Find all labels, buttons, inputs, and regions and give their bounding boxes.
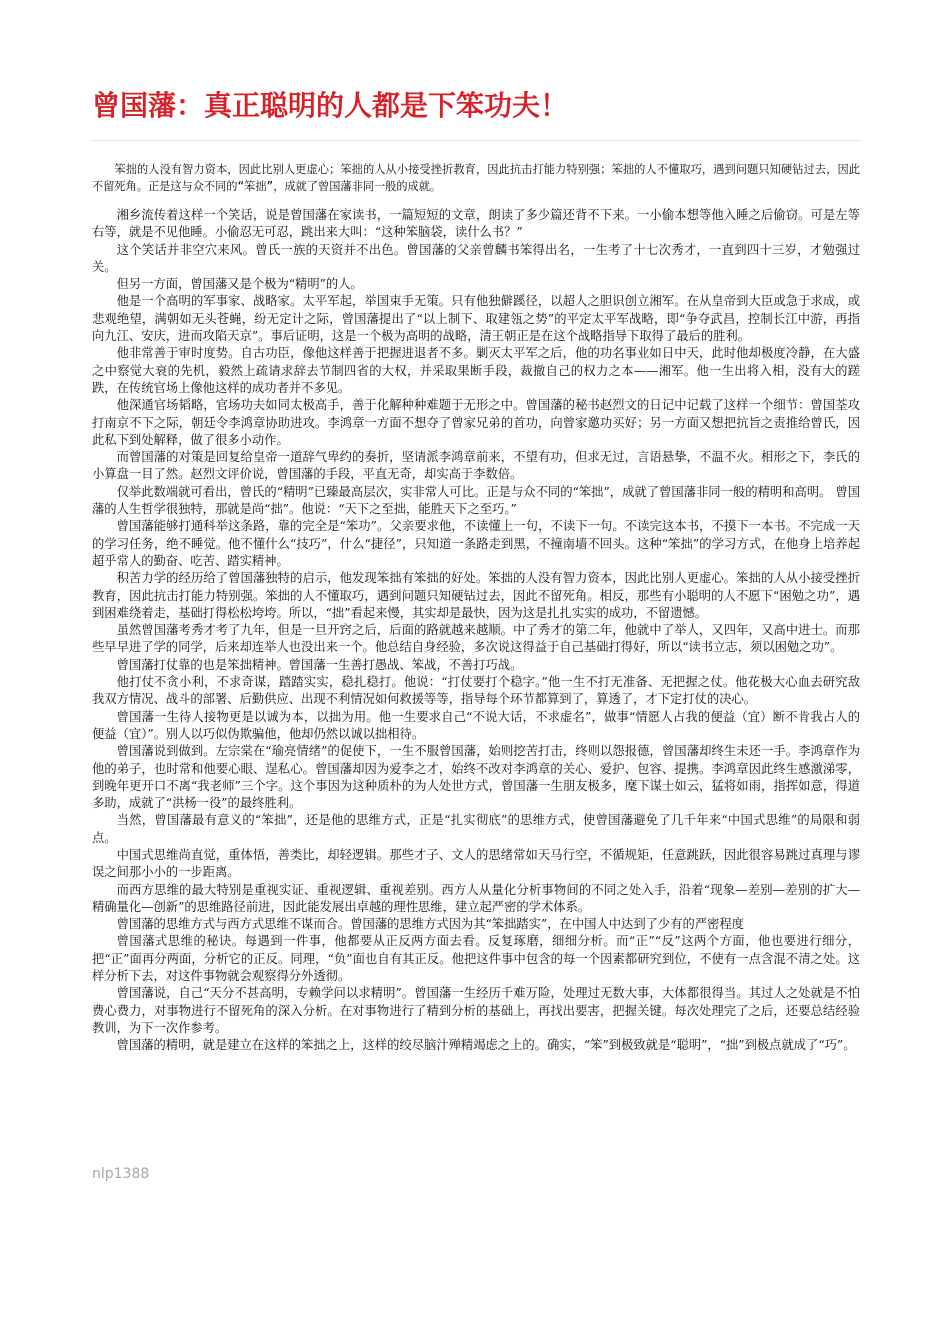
body-paragraph: 曾国藩一生待人接物更是以诚为本，以拙为用。他一生要求自己“不说大话，不求虚名”，做事“情愿人占我的便益（宜）断不肯我占人的便益（宜）”。别人以巧似伪欺骗他，他却仍然以诚以拙相待。 bbox=[92, 709, 860, 741]
body-paragraph: 他是一个高明的军事家、战略家。太平军起，举国束手无策。只有他独僻蹊径，以超人之胆识创立湘军。在从皇帝到大臣或急于求成，或悲观绝望，满朝如无头苍蝇，纷无定计之际，曾国藩提出了“以上制下、取建瓴之势”的平定太平军战略，即“争夺武昌，控制长江中游，再指向九江、安庆，进而攻陷天京”。事后证明，这是一个极为高明的战略，清王朝正是在这个战略指导下取得了最后的胜利。 bbox=[92, 294, 860, 344]
article-summary: 笨拙的人没有智力资本，因此比别人更虚心；笨拙的人从小接受挫折教育，因此抗击打能力特别强；笨拙的人不懂取巧，遇到问题只知硬钻过去，因此不留死角。正是这与众不同的“笨拙”，成就了曾国藩非同一般的成就。 bbox=[92, 163, 860, 193]
body-paragraph: 曾国藩说到做到。左宗棠在“瑜亮情绪”的促使下，一生不服曾国藩，始则挖苦打击，终则以怨报德，曾国藩却终生未还一手。李鸿章作为他的弟子，也时常和他要心眼、逞私心。曾国藩却因为爱李之才，始终不改对李鸿章的关心、爱护、包容、提携。李鸿章因此终生感激涕零，到晚年更开口不离“我老师”三个字。这个事因为这种质朴的为人处世方式，曾国藩一生朋友极多，麾下谋士如云，猛将如雨，指挥如意，得道多助，成就了“洪杨一役”的最终胜利。 bbox=[92, 744, 860, 811]
document-page bbox=[92, 84, 860, 1055]
body-paragraph: 曾国藩式思维的秘诀。每遇到一件事，他都要从正反两方面去看。反复琢磨，细细分析。而“正”“反”这两个方面，他也要进行细分，把“正”面再分两面，分析它的正反。同理，“负”面也自有其正反。他把这件事中包含的每一个因素都研究到位，不使有一点含混不清之处。这样分析下去，对这件事物就会观察得分外透彻。 bbox=[92, 934, 860, 984]
title-divider bbox=[92, 140, 860, 141]
article-title: 曾国藩：真正聪明的人都是下笨功夫！ bbox=[92, 89, 569, 122]
body-paragraph: 而曾国藩的对策是回复给皇帝一道辞气卑约的奏折，坚请派李鸿章前来，不望有功，但求无过，言语悬挚，不温不火。相形之下，李氏的小算盘一目了然。赵烈文评价说，曾国藩的手段，平直无奇，却实高于李数倍。 bbox=[92, 450, 860, 482]
body-paragraph: 曾国藩说，自己“天分不甚高明，专赖学问以求精明”。曾国藩一生经历千难万险，处理过无数大事，大体都很得当。其过人之处就是不怕费心费力，对事物进行不留死角的深入分析。在对事物进行了精到分析的基础上，再找出要害，把握关键。每次处理完了之后，还要总结经验教训，为下一次作参考。 bbox=[92, 986, 860, 1035]
body-paragraph: 他非常善于审时度势。自古功臣，像他这样善于把握进退者不多。剿灭太平军之后，他的功名事业如日中天，此时他却极度冷静，在大盛之中察觉大衰的先机，毅然上疏请求辞去节制四省的大权，并采取果断手段，裁撤自己的权力之本——湘军。他一生出将入相，没有大的蹉跌，在传统官场上像他这样的成功者并不多见。 bbox=[92, 346, 860, 395]
body-paragraph: 曾国藩打仗靠的也是笨拙精神。曾国藩一生善打愚战、笨战，不善打巧战。 bbox=[116, 657, 523, 672]
body-paragraph: 他打仗不贪小利，不求奇谋，踏踏实实，稳扎稳打。他说：“打仗要打个稳字。”他一生不打无准备、无把握之仗。他花极大心血去研究敌我双方情况、战斗的部署、后勤供应、出现不利情况如何救援等等，指导每个环节都算到了，算透了，才下定打仗的决心。 bbox=[92, 675, 860, 707]
footer-code: nlp1388 bbox=[92, 1166, 150, 1182]
body-paragraph: 曾国藩的思维方式与西方式思维不谋而合。曾国藩的思维方式因为其“笨拙踏实”，在中国人中达到了少有的严密程度 bbox=[116, 917, 745, 932]
body-paragraph: 当然，曾国藩最有意义的“笨拙”，还是他的思维方式，正是“扎实彻底”的思维方式，使曾国藩避免了几千年来“中国式思维”的局限和弱点。 bbox=[92, 813, 860, 845]
body-paragraph: 但另一方面，曾国藩又是个极为“精明”的人。 bbox=[116, 277, 363, 292]
body-paragraph: 积苦力学的经历给了曾国藩独特的启示，他发现笨拙有笨拙的好处。笨拙的人没有智力资本，因此比别人更虚心。笨拙的人从小接受挫折教育，因此抗击打能力特别强。笨拙的人不懂取巧，遇到问题只知硬钻过去，因此不留死角。相反，那些有小聪明的人不愿下“困勉之功”，遇到困难绕着走，基础打得松松垮垮。所以，“拙”看起来慢，其实却是最快，因为这是扎扎实实的成功，不留遗憾。 bbox=[92, 571, 860, 620]
body-paragraph: 而西方思维的最大特别是重视实证、重视逻辑、重视差别。西方人从量化分析事物间的不同之处入手，沿着“现象—差别—差别的扩大—精确量化—创新”的思维路径前进，因此能发展出卓越的理性思维，建立起严密的学术体系。 bbox=[92, 882, 860, 914]
body-paragraph: 中国式思维尚直觉，重体悟，善类比，却轻逻辑。那些才子、文人的思绪常如天马行空，不循规矩，任意跳跃，因此很容易跳过真理与谬误之间那小小的一步距离。 bbox=[92, 847, 860, 880]
article-body bbox=[92, 207, 860, 1055]
body-paragraph: 曾国藩的精明，就是建立在这样的笨拙之上，这样的绞尽脑汁殚精竭虑之上的。确实，“笨”到极致就是“聪明”，“拙”到极点就成了“巧”。 bbox=[116, 1038, 856, 1053]
body-paragraph: 湘乡流传着这样一个笑话，说是曾国藩在家读书，一篇短短的文章，朗读了多少篇还背不下来。一小偷本想等他入睡之后偷窃。可是左等右等，就是不见他睡。小偷忍无可忍，跳出来大叫：“这种笨脑袋，读什么书？” bbox=[92, 208, 860, 240]
body-paragraph: 虽然曾国藩考秀才考了九年，但是一旦开窍之后，后面的路就越来越顺。中了秀才的第二年，他就中了举人，又四年，又高中进士。而那些早早进了学的同学，后来却连举人也没出来一个。他总结自身经验，多次说这得益于自己基础打得好，所以“读书立志，须以困勉之功”。 bbox=[92, 623, 860, 655]
body-paragraph: 他深通官场韬略，官场功夫如同太极高手，善于化解种种难题于无形之中。曾国藩的秘书赵烈文的日记中记载了这样一个细节：曾国荃攻打南京不下之际，朝廷令李鸿章协助进攻。李鸿章一方面不想夺了曾家兄弟的首功，向曾家邀功买好；另一方面又想把抗旨之责推给曾氏，因此私下到处解释，做了很多小动作。 bbox=[92, 398, 860, 447]
body-paragraph: 仅举此数端就可看出，曾氏的“精明”已臻最高层次，实非常人可比。正是与众不同的“笨拙”，成就了曾国藩非同一般的精明和高明。 曾国藩的人生哲学很独特，那就是尚“拙”。他说：“天下之至拙，能胜天下之至巧。” bbox=[92, 484, 860, 517]
body-paragraph: 曾国藩能够打通科举这条路，靠的完全是“笨功”。父亲要求他，不读懂上一句，不读下一句。不读完这本书，不摸下一本书。不完成一天的学习任务，绝不睡觉。他不懂什么“技巧”，什么“捷径”，只知道一条路走到黑，不撞南墙不回头。这种“笨拙”的学习方式，在他身上培养起超乎常人的勤奋、吃苦、踏实精神。 bbox=[92, 519, 860, 568]
body-paragraph: 这个笑话并非空穴来风。曾氏一族的天资并不出色。曾国藩的父亲曾麟书笨得出名，一生考了十七次秀才，一直到四十三岁，才勉强过关。 bbox=[92, 242, 860, 274]
